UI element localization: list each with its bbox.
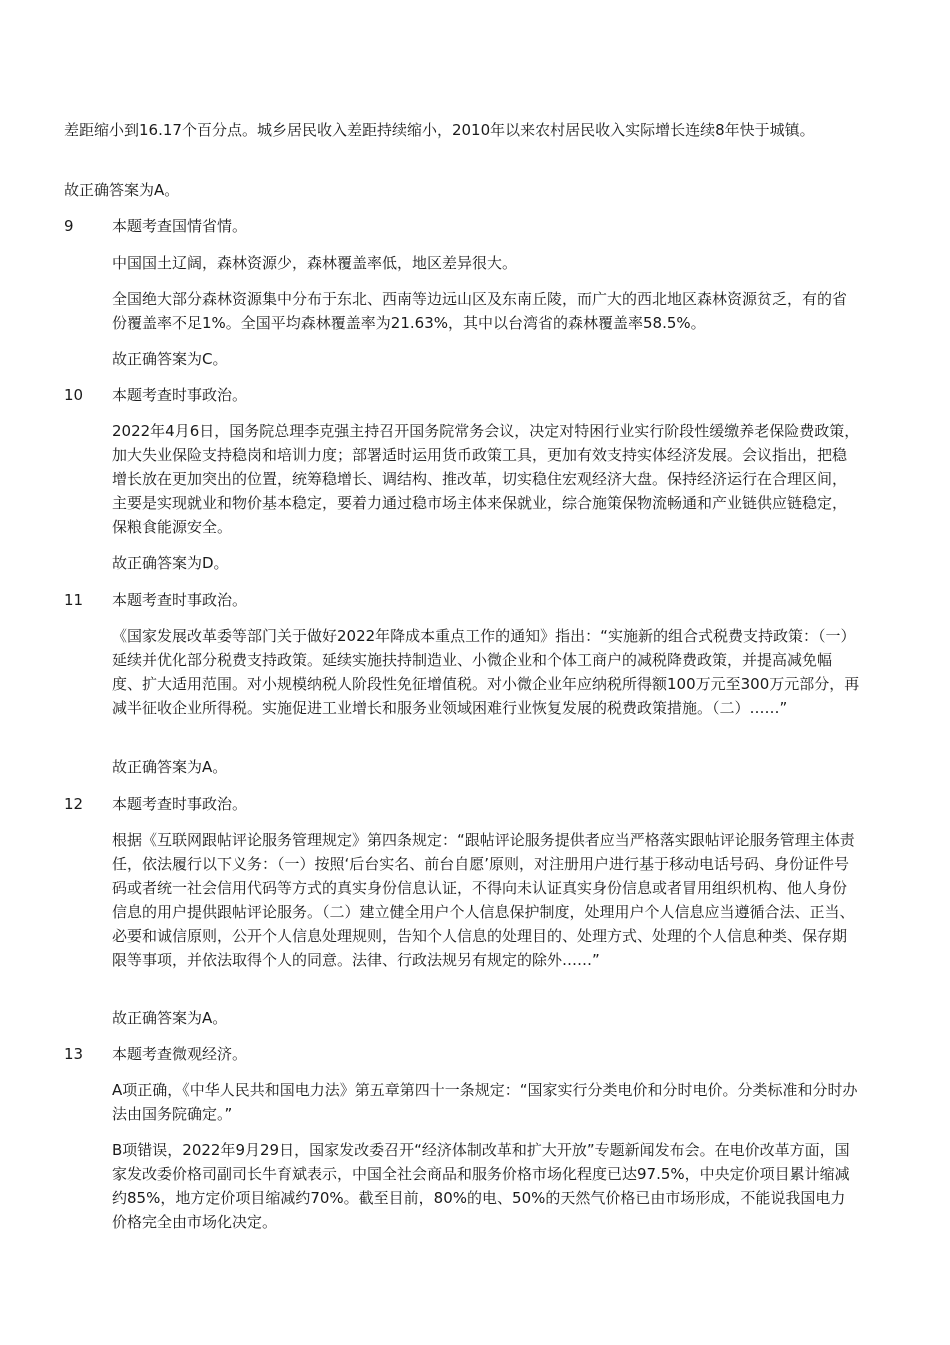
explanation-paragraph: 中国国土辽阔，森林资源少，森林覆盖率低，地区差异很大。: [112, 254, 518, 272]
explanation-paragraph: B项错误，2022年9月29日，国家发改委召开“经济体制改革和扩大开放”专题新闻发布会。在电价改革方面，国家发改委价格司副司长牛育斌表示，中国全社会商品和服务价格市场化程度已达97.5%，中央定价项目累计缩减约85%，地方定价项目缩减约70%。截至目前，80%的电、50%的天然气价格已由市场形成，不能说我国电力价格完全由市场化决定。: [112, 1141, 850, 1231]
question-heading: 本题考查时事政治。: [112, 386, 248, 404]
answer-line: 故正确答案为D。: [112, 554, 229, 572]
question-heading: 本题考查国情省情。: [112, 217, 248, 235]
question-number: 12: [64, 795, 84, 813]
question-number: 11: [64, 591, 84, 609]
answer-line: 故正确答案为A。: [112, 758, 228, 776]
answer-line: 故正确答案为A。: [112, 1009, 228, 1027]
explanation-paragraph: 根据《互联网跟帖评论服务管理规定》第四条规定：“跟帖评论服务提供者应当严格落实跟帖评论服务管理主体责任，依法履行以下义务：（一）按照‘后台实名、前台自愿’原则，对注册用户进行基于移动电话号码、身份证件号码或者统一社会信用代码等方式的真实身份信息认证，不得向未认证真实身份信息或者冒用组织机构、他人身份信息的用户提供跟帖评论服务。（二）建立健全用户个人信息保护制度，处理用户个人信息应当遵循合法、正当、必要和诚信原则，公开个人信息处理规则，告知个人信息的处理目的、处理方式、处理的个人信息种类、保存期限等事项，并依法取得个人的同意。法律、行政法规另有规定的除外……”: [112, 831, 855, 969]
explanation-paragraph: A项正确，《中华人民共和国电力法》第五章第四十一条规定：“国家实行分类电价和分时电价。分类标准和分时办法由国务院确定。”: [112, 1081, 858, 1123]
question-heading: 本题考查时事政治。: [112, 795, 248, 813]
intro-paragraph: 差距缩小到16.17个百分点。城乡居民收入差距持续缩小，2010年以来农村居民收入实际增长连续8年快于城镇。: [64, 121, 815, 139]
explanation-paragraph: 全国绝大部分森林资源集中分布于东北、西南等边远山区及东南丘陵，而广大的西北地区森林资源贫乏，有的省份覆盖率不足1%。全国平均森林覆盖率为21.63%，其中以台湾省的森林覆盖率58.5%。: [112, 290, 848, 332]
question-heading: 本题考查时事政治。: [112, 591, 248, 609]
question-heading: 本题考查微观经济。: [112, 1045, 248, 1063]
question-number: 10: [64, 386, 84, 404]
question-number: 9: [64, 217, 74, 235]
intro-answer: 故正确答案为A。: [64, 181, 180, 199]
explanation-paragraph: 《国家发展改革委等部门关于做好2022年降成本重点工作的通知》指出：“实施新的组合式税费支持政策：（一）延续并优化部分税费支持政策。延续实施扶持制造业、小微企业和个体工商户的减税降费政策，并提高减免幅度、扩大适用范围。对小规模纳税人阶段性免征增值税。对小微企业年应纳税所得额100万元至300万元部分，再减半征收企业所得税。实施促进工业增长和服务业领域困难行业恢复发展的税费政策措施。（二）……”: [112, 627, 860, 717]
question-number: 13: [64, 1045, 84, 1063]
answer-line: 故正确答案为C。: [112, 350, 228, 368]
explanation-paragraph: 2022年4月6日，国务院总理李克强主持召开国务院常务会议，决定对特困行业实行阶段性缓缴养老保险费政策，加大失业保险支持稳岗和培训力度；部署适时运用货币政策工具，更加有效支持实体经济发展。会议指出，把稳增长放在更加突出的位置，统筹稳增长、调结构、推改革，切实稳住宏观经济大盘。保持经济运行在合理区间，主要是实现就业和物价基本稳定，要着力通过稳市场主体来保就业，综合施策保物流畅通和产业链供应链稳定，保粮食能源安全。: [112, 422, 860, 536]
